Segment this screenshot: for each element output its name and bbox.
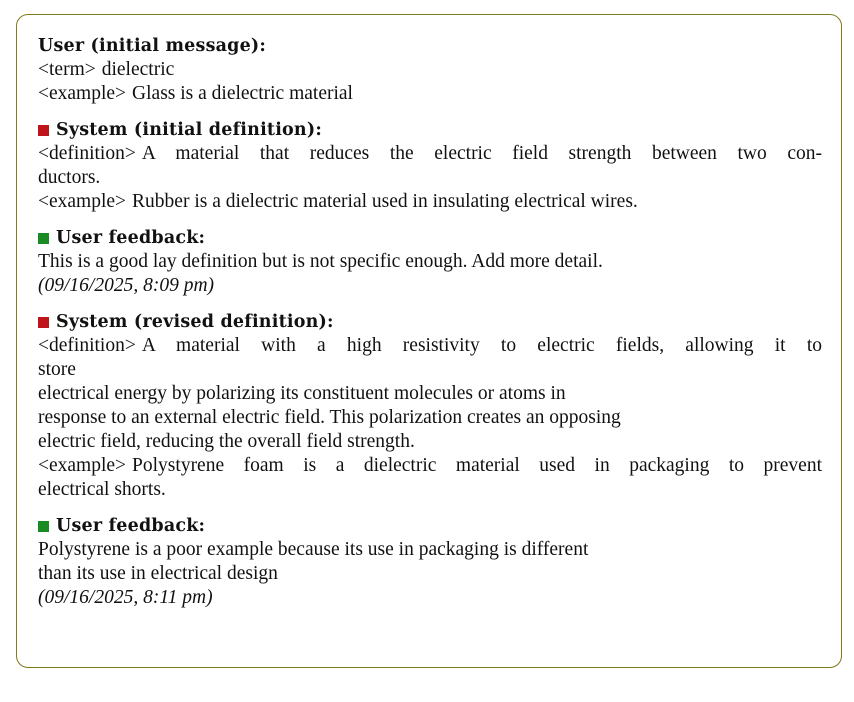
initial-message-heading: User (initial message): [38,36,267,56]
revised-definition-line-5: electric field, reducing the overall field strength. [38,431,415,452]
definition-line-2: ductors. [38,167,101,188]
system-initial-heading: System (initial definition): [56,120,322,140]
green-square-icon [38,521,49,532]
system-revised-heading: System (revised definition): [56,312,334,332]
initial-message-block [38,34,822,106]
feedback-timestamp: (09/16/2025, 8:09 pm) [38,275,215,296]
definition-tag: <definition> [38,143,136,164]
system-revised-definition-block [38,310,822,502]
revised-example-line-2: electrical shorts. [38,479,166,500]
feedback-text-line-1: Polystyrene is a poor example because its use in packaging is different [38,539,589,560]
red-square-icon [38,317,49,328]
term-line [38,58,822,82]
revised-definition-line-3: electrical energy by polarizing its constituent molecules or atoms in [38,383,566,404]
revised-definition-line-1 [38,334,822,358]
revised-definition-text-1: A material with a high resistivity to electric fields, allowing it to [141,335,822,356]
feedback-text: This is a good lay definition but is not specific enough. Add more detail. [38,251,603,272]
initial-example-text: Glass is a dielectric material [132,83,353,104]
red-square-icon [38,125,49,136]
feedback-timestamp: (09/16/2025, 8:11 pm) [38,587,213,608]
definition-tag: <definition> [38,335,136,356]
system-initial-example-line [38,190,822,214]
revised-example-text-1: Polystyrene foam is a dielectric material used in packaging to prevent [132,455,822,476]
term-tag: <term> [38,59,96,80]
system-initial-definition-block [38,118,822,214]
user-feedback-block-1 [38,226,822,298]
revised-example-line-1 [38,454,822,478]
initial-example-line [38,82,822,106]
feedback-text-line-2: than its use in electrical design [38,563,278,584]
conversation-frame [16,14,842,668]
definition-line-1 [38,142,822,166]
definition-text-1: A material that reduces the electric field strength between two con- [141,143,822,164]
example-tag: <example> [38,191,127,212]
example-tag: <example> [38,83,127,104]
user-feedback-heading: User feedback: [56,228,206,248]
term-value: dielectric [101,59,175,80]
revised-definition-line-4: response to an external electric field. This polarization creates an opposing [38,407,621,428]
example-tag: <example> [38,455,127,476]
system-initial-example-text: Rubber is a dielectric material used in insulating electrical wires. [132,191,638,212]
green-square-icon [38,233,49,244]
user-feedback-heading: User feedback: [56,516,206,536]
user-feedback-block-2 [38,514,822,610]
revised-definition-line-2: store [38,359,76,380]
